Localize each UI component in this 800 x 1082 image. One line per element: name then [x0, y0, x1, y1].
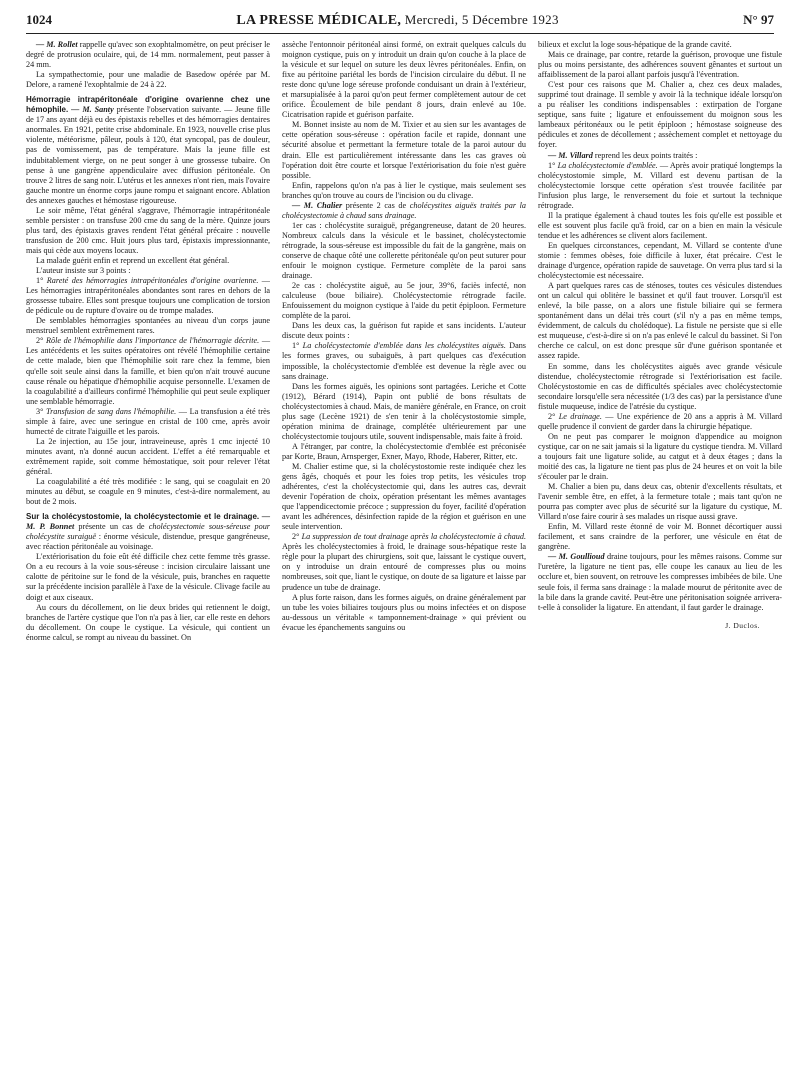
- paragraph-text: rappelle qu'avec son exophtalmomètre, on peut préciser le degré de protrusion oculaire, qui, de 14 mm. normalement, peut passer à 24 mm.: [26, 40, 270, 70]
- paragraph-text: — Une expérience de 20 ans a appris à M. Villard quelle prudence il convient de garder dans la chirurgie hépatique.: [538, 411, 782, 431]
- paragraph: Dans les deux cas, la guérison fut rapide et sans incidents. L'auteur discute deux points :: [282, 321, 526, 341]
- paragraph: [26, 336, 270, 406]
- paragraph: [538, 412, 782, 432]
- paragraph: M. Chalier a bien pu, dans deux cas, obtenir d'excellents résultats, et l'avenir semble être, en effet, à la fermeture totale ; mais tant qu'on ne pourra pas compter avec plus de sécurité sur la ligature du cystique, M. Villard n'ose faire courir à ses malades un risque aussi grave.: [538, 482, 782, 522]
- issue-date: Mercredi, 5 Décembre 1923: [404, 12, 559, 27]
- paragraph: La malade guérit enfin et reprend un excellent état général.: [36, 255, 230, 265]
- paragraph: [538, 552, 782, 612]
- list-number: 3°: [36, 406, 46, 416]
- author-name: — M. Rollet: [36, 40, 78, 49]
- author-name: — M. Villard: [548, 150, 593, 160]
- paragraph: bilieux et exclut la loge sous-hépatique de la grande cavité.: [538, 40, 732, 49]
- paragraph: A plus forte raison, dans les formes aiguës, on draine généralement par un tube les voies biliaires toujours plus ou moins infectées et on dispose au-dessous un véritable « tamponnement-drainage » qui prévient ou évacue les épanchements sanguins ou: [282, 592, 526, 632]
- paragraph: En somme, dans les cholécystites aiguës avec grande vésicule distendue, cholécystectomie rétrograde si l'extériorisation est facile. Cholécystostomie en cas de difficultés spéciales avec cholécystectomie secondaire lorsqu'elle sera nécessitée (1/3 des cas) par la persistance d'une fistule muqueuse, indice de l'atrésie du cystique.: [538, 361, 782, 411]
- paragraph: L'auteur insiste sur 3 points :: [36, 266, 131, 276]
- author-name: — M. Chalier: [292, 200, 343, 210]
- paragraph: Enfin, M. Villard reste étonné de voir M. Bonnet décortiquer aussi facilement, et sans craindre de la perforer, une vésicule en état de gangrène.: [538, 522, 782, 552]
- italic-heading: cholécystites aiguës traités par la cholécystectomie à chaud sans drainage.: [282, 200, 526, 220]
- paragraph-text: présente un cas de: [74, 522, 149, 532]
- paragraph-text: Après les cholécystectomies à froid, le drainage sous-hépatique reste la règle pour la plupart des chirurgiens, soit que, laissant le cystique ouvert, on y introduise un drain entouré de compresses plus ou moins nombreuses, soit que, liant le cystique, on doute de sa ligature et laisse par prudence un tube de drainage.: [282, 542, 526, 592]
- paragraph-text: : énorme vésicule, distendue, presque gangréneuse, avec réaction péritonéale au voisinage.: [26, 532, 270, 552]
- paragraph-text: présente l'observation suivante. — Jeune fille de 17 ans ayant déjà eu des épistaxis rebelles et des hémorragies dentaires anormales. En 1921, petite crise abdominale. En 1923, nouvelle crise plus violente, météorisme, pâleur, pouls à 120, état syncopal, pas de douleur, pas de vomissement, pas de température. Mais la jeune fille est indubitablement vierge, on ne peut songer à une grossesse tubaire. On pense à une gangrène appendiculaire avec diffusion péritonéale. On trouve 2 litres de sang noir. L'utérus et les annexes n'ont rien, mais l'ovaire gauche montre un énorme corps jaune rompu et saignant encore. Ablation des annexes gauches et hémostase rigoureuse.: [26, 105, 270, 205]
- italic-heading: La cholécystectomie d'emblée.: [557, 160, 658, 170]
- author-name: — M. P. Bonnet: [26, 512, 271, 532]
- paragraph: [538, 161, 782, 211]
- section-heading: [26, 512, 270, 552]
- paragraph: 2e cas : cholécystite aiguë, au 5e jour, 39°6, faciès infecté, non calculeuse (boue biliaire). Cholécystectomie rétrograde facile. Enfouissement du moignon cystique à l'aide du petit épiploon. Fermeture complète de la paroi.: [282, 281, 526, 321]
- italic-heading: La cholécystectomie d'emblée dans les cholécystites aiguës.: [302, 341, 506, 351]
- italic-heading: La suppression de tout drainage après la cholécystectomie à chaud.: [301, 532, 526, 542]
- paragraph-text: reprend les deux points traités :: [592, 150, 698, 160]
- masthead: [236, 12, 558, 29]
- paragraph: La coagulabilité a été très modifiée : le sang, qui se coagulait en 20 minutes au début, se coagule en 9 minutes, c'est-à-dire normalement, au bout de 2 mois.: [26, 477, 270, 507]
- paragraph: La sympathectomie, pour une maladie de Basedow opérée par M. Delore, a ramené l'exophtalmie de 24 à 22.: [26, 70, 270, 90]
- page-header: [26, 12, 774, 34]
- paragraph-text: — Les antécédents et les suites opératoires ont révélé l'hémophilie certaine de cette malade, bien que l'hémophilie soit rare chez la femme, bien qu'elle soit seule ainsi dans la famille, et bien qu'on n'ait trouvé aucune cause rénale ou hépatique d'hémophilie acquise personnelle. L'examen de la coagulabilité a d'ailleurs confirmé l'hémophilie qui peut seule expliquer une semblable hémorragie.: [26, 336, 270, 406]
- paragraph: De semblables hémorragies spontanées au niveau d'un corps jaune menstruel semblent extrêmement rares.: [26, 316, 270, 336]
- paragraph: On ne peut pas comparer le moignon d'appendice au moignon cystique, car on ne sait jamais si la ligature du cystique tiendra. M. Villard a toujours fait une ligature solide, au catgut et à deux étages ; dans la moitié des cas, la ligature ne tient pas plus de 24 heures et on voit la bile s'écouler par le drain.: [538, 431, 782, 482]
- italic-heading: Rôle de l'hémophilie dans l'importance de l'hémorragie décrite.: [46, 336, 260, 346]
- paragraph: Dans les formes aiguës, les opinions sont partagées. Leriche et Cotte (1912), Bérard (1914), Papin ont publié de bons résultats de cholécystectomies à chaud. Mais, de manière générale, en France, on croit plus sage (Lecène 1921) de s'en tenir à la cholécystostomie simple, opération minima de drainage, complétée ultérieurement par une cholécystectomie toujours utile, souvent indispensable, mais faite à froid.: [282, 381, 526, 441]
- column-2: [282, 40, 526, 633]
- author-signature: J. Duclos.: [725, 620, 760, 630]
- section-title: Hémorragie intrapéritonéale d'origine ovarienne chez une hémophile.: [26, 95, 270, 115]
- section-heading: [26, 95, 270, 206]
- journal-title: LA PRESSE MÉDICALE,: [236, 13, 402, 28]
- italic-heading: Le drainage.: [558, 411, 602, 421]
- column-3: [538, 40, 782, 631]
- paragraph: Enfin, rappelons qu'on n'a pas à lier le cystique, mais seulement ses branches qu'on trouve au cours de l'incision ou du clivage.: [282, 180, 526, 200]
- author-name: — M. Santy: [68, 105, 114, 115]
- paragraph-text: Dans les formes graves, ou subaiguës, à part quelques cas d'exécution impossible, la cholécystectomie d'emblée est devenue la règle avec ou sans drainage.: [282, 341, 526, 381]
- paragraph-text: présente 2 cas de: [342, 200, 410, 210]
- paragraph-text: — La transfusion a été très simple à faire, avec une seringue en cristal de 100 cme, après avoir humecté de citrate l'aiguille et les parois.: [26, 406, 270, 436]
- paragraph: [282, 201, 526, 221]
- paragraph: La 2e injection, au 15e jour, intraveineuse, après 1 cmc injecté 10 minutes avant, n'a donné aucun accident. L'effet a été remarquable et extrêmement rapide, soit comme hémostatique, soit pour relever l'état général.: [26, 436, 270, 476]
- list-number: 2°: [292, 532, 302, 542]
- paragraph: En quelques circonstances, cependant, M. Villard se contente d'une stomie : femmes obèses, foie difficile à luxer, état précaire. C'est le drainage d'urgence, opération rapide de sauvetage. On verra plus tard si la cholécystectomie est nécessaire.: [538, 240, 782, 281]
- paragraph: [26, 40, 270, 70]
- page-number: 1024: [26, 12, 52, 27]
- paragraph: M. Chalier estime que, si la cholécystostomie reste indiquée chez les gens âgés, choqués et pour les foies trop petits, les vésicules trop adhérentes, c'est la cholécystectomie qui, dans les autres cas, devrait devenir l'opération de choix, opération présentant les mêmes avantages que l'appendicectomie précoce ; suppression du foyer, facilité d'opération avant les adhérences, désinfection rapide de la région et guérison en une seule intervention.: [282, 461, 526, 532]
- list-number: 1°: [36, 276, 47, 286]
- paragraph-text: draine toujours, pour les mêmes raisons. Comme sur l'uretère, la ligature ne tient pas, elle coupe les canaux au lieu de les occlure et, bien souvent, on retrouve les compresses imbibées de bile. Une seule fois, il ferma sans drainage : la malade mourut de péritonite avec de la bile dans la grande cavité. Peut-être une péritonisation soignée arrivera-t-elle à consolider la ligature. En attendant, il faut garder le drainage.: [538, 552, 783, 612]
- list-number: 2°: [36, 336, 47, 346]
- list-number: 1°: [548, 160, 558, 170]
- paragraph: A part quelques rares cas de sténoses, toutes ces vésicules distendues ont un calcul qui oblitère le bassinet et qu'il faut trouver. Lorsqu'il est enlevé, la bile passe, on a alors une fistule biliaire qui se fermera spontanément dans un délai très court (s'il n'y a pas en même temps, évidemment, de calculs du cholédoque). La fistule ne persiste que si elle est muqueuse, c'est-à-dire si on n'a pas enlevé le calcul du bassinet. Si l'on cherche ce calcul, on est donc presque sûr d'une guérison spontanée et assez rapide.: [538, 281, 782, 361]
- section-title: Sur la cholécystostomie, la cholécystectomie et le drainage.: [26, 512, 260, 522]
- paragraph: [538, 151, 782, 161]
- paragraph: [282, 532, 526, 592]
- list-number: 1°: [292, 341, 303, 351]
- paragraph-text: — Après avoir pratiqué longtemps la cholécystostomie simple, M. Villard est devenu partisan de la cholécystectomie lorsque cette opération s'est trouvée facilitée par l'infusion plus large, le renversement du foie et surtout la technique rétrograde.: [538, 160, 782, 210]
- paragraph: Le soir même, l'état général s'aggrave, l'hémorragie intrapéritonéale semble persister : on transfuse 200 cme du sang de la mère. Quinze jours plus tard, des épistaxis graves rendent l'état général précaire : nouvelle transfusion de 200 cmc. Huit jours plus tard, épistaxis impressionnante, mais qui cède aux moyens locaux.: [26, 205, 270, 255]
- column-1: [26, 40, 270, 643]
- paragraph: Au cours du décollement, on lie deux brides qui retiennent le doigt, branches de l'artère cystique que l'on n'a pas à lier, car elle reste en dehors du décollement. On coupe le cystique. La vésicule, qui contient un énorme calcul, se rompt au niveau du bassinet. On: [26, 602, 270, 642]
- paragraph: [26, 407, 270, 437]
- paragraph: A l'étranger, par contre, la cholécystectomie d'emblée est préconisée par Korte, Braun, Arnsperger, Exner, Mayo, Rhode, Haberer, Ritter, etc.: [282, 441, 526, 461]
- header-rule: [26, 33, 774, 34]
- paragraph: C'est pour ces raisons que M. Chalier a, chez ces deux malades, supprimé tout drainage. Il semble y avoir là la technique idéale lorsqu'on a pu réaliser les conditions indispensables : extirpation de l'organe septique, sans fuite ; ligature et enfouissement du moignon sous les lambeaux péritonéaux ou le petit épiploon ; hémostase soigneuse des pédicules et zones de décollement ; assèchement complet et nettoyage du foyer.: [538, 80, 782, 150]
- paragraph: Mais ce drainage, par contre, retarde la guérison, provoque une fistule plus ou moins persistante, des adhérences souvent gênantes et surtout un affaiblissement de la paroi allant parfois jusqu'à l'éventration.: [538, 50, 782, 80]
- list-number: 2°: [548, 411, 559, 421]
- paragraph: Il la pratique également à chaud toutes les fois qu'elle est possible et elle est souvent plus facile qu'à froid, car on a bien en main la vésicule tendue et les adhérences se clivent alors facilement.: [538, 210, 782, 240]
- author-name: — M. Goullioud: [548, 552, 605, 562]
- paragraph: L'extériorisation du foie eût été difficile chez cette femme très grasse. On a eu recours à la voie sous-séreuse : incision circulaire laissant une calotte de péritoine sur le fond de la vésicule, puis, branches en raquette sur la précédente incision parallèle à l'axe de la vésicule. Clivage facile au doigt et aux ciseaux.: [26, 552, 270, 602]
- paragraph: [282, 341, 526, 381]
- paragraph: 1er cas : cholécystite suraiguë, prégangreneuse, datant de 20 heures. Nombreux calculs dans la vésicule et le bassinet, cholécystectomie rétrograde, la sous-séreuse est impossible du fait de la gangrène, mais on conserve de chaque côté une collerette péritonéale qu'on peut suturer pour enfouir le moignon cystique. Fermeture complète de la paroi sans drainage.: [282, 220, 526, 281]
- issue-number: N° 97: [743, 12, 774, 27]
- paragraph-text: — Les hémorragies intrapéritonéales abondantes sont rares en dehors de la grossesse tubaire. Elles sont presque toujours une complication de torsion de pédicule ou de rupture d'ovaire ou de trompe malades.: [26, 276, 270, 316]
- italic-heading: Transfusion de sang dans l'hémophilie.: [45, 406, 177, 416]
- italic-heading: cholécystectomie sous-séreuse pour cholécystite suraiguë: [26, 522, 270, 542]
- italic-heading: Rareté des hémorragies intrapéritonéales d'origine ovarienne.: [46, 276, 259, 286]
- paragraph: assèche l'entonnoir péritonéal ainsi formé, on extrait quelques calculs du moignon cystique, puis on y introduit un drain qu'on couche à la place de la vésicule et sur lequel on suture les deux lèvres péritonéales. Enfin, on fixe au péritoine pariétal les bords de l'incision circulaire du début. Il ne reste donc qu'une loge séreuse profonde conduisant un drain à l'extérieur, et marsupialisée à la paroi qu'on peut fermer complètement autour de cet orifice. Écoulement de bile pendant 8 jours, drain enlevé au 10e. Cicatrisation rapide et guérison parfaite.: [282, 40, 526, 120]
- paragraph: M. Bonnet insiste au nom de M. Tixier et au sien sur les avantages de cette opération sous-séreuse : opération facile et rapide, donnant une sécurité absolue et permettant la fermeture totale de la paroi autour du drain. Elle est particulièrement intéressante dans les cas graves où l'opération doit être courte et lorsque l'extériorisation du foie n'est guère possible.: [282, 120, 526, 180]
- paragraph: [26, 276, 270, 316]
